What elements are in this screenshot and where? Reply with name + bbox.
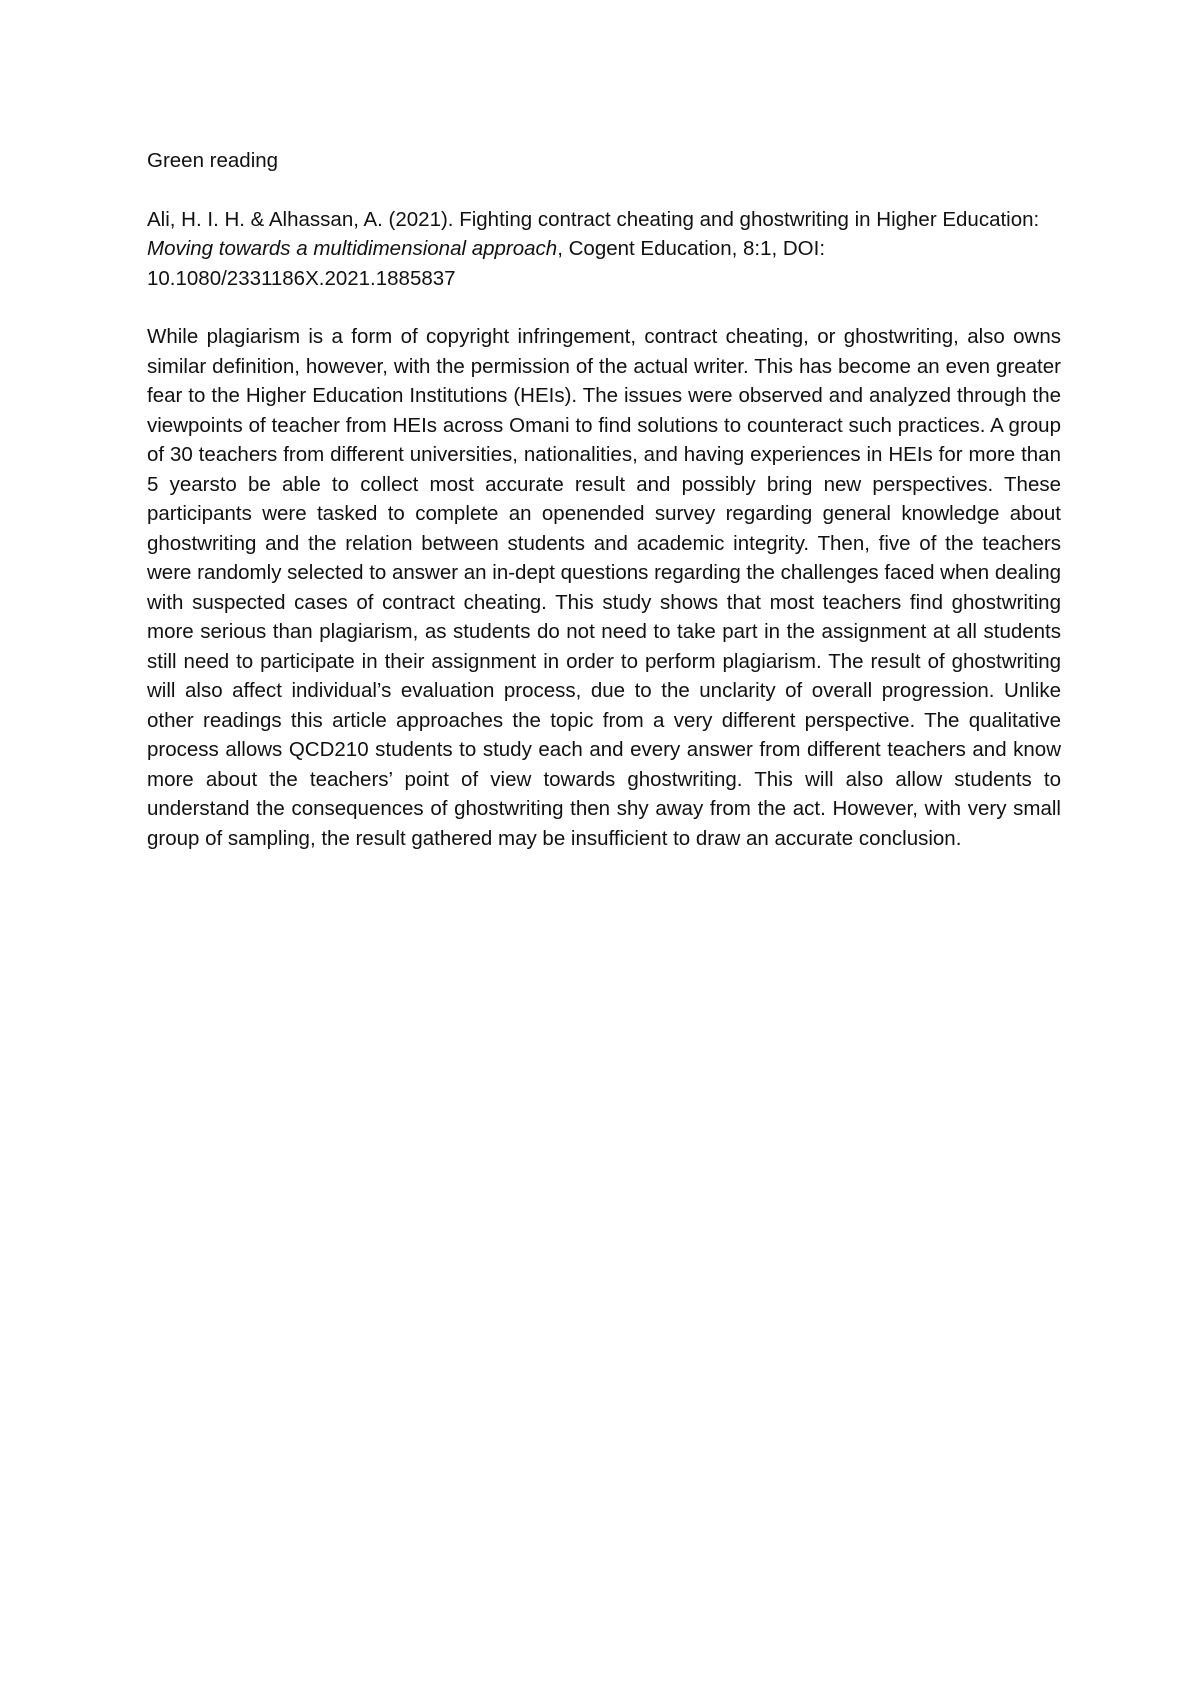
citation-title-italic: Moving towards a multidimensional approach [147,237,558,260]
document-heading: Green reading [147,149,279,172]
citation-text-start: Ali, H. I. H. & Alhassan, A. (2021). Fighting contract cheating and ghostwriting in Higher Education: [147,207,1040,231]
citation-text-end: , Cogent Education, 8:1, DOI: 10.1080/2331186X.2021.1885837 [147,237,826,290]
citation-reference [147,205,1061,294]
document-content [147,146,1061,853]
summary-paragraph: While plagiarism is a form of copyright infringement, contract cheating, or ghostwriting, also owns similar definition, however, with the permission of the actual writer. This has become an even greater fear to the Higher Education Institutions (HEIs). The issues were observed and analyzed through the viewpoints of teacher from HEIs across Omani to find solutions to counteract such practices. A group of 30 teachers from different universities, nationalities, and having experiences in HEIs for more than 5 yearsto be able to collect most accurate result and possibly bring new perspectives. These participants were tasked to complete an openended survey regarding general knowledge about ghostwriting and the relation between students and academic integrity. Then, five of the teachers were randomly selected to answer an in-dept questions regarding the challenges faced when dealing with suspected cases of contract cheating. This study shows that most teachers find ghostwriting more serious than plagiarism, as students do not need to take part in the assignment at all students still need to participate in their assignment in order to perform plagiarism. The result of ghostwriting will also affect individual’s evaluation process, due to the unclarity of overall progression. Unlike other readings this article approaches the topic from a very different perspective. The qualitative process allows QCD210 students to study each and every answer from different teachers and know more about the teachers’ point of view towards ghostwriting. This will also allow students to understand the consequences of ghostwriting then shy away from the act. However, with very small group of sampling, the result gathered may be insufficient to draw an accurate conclusion. [147,325,1061,850]
